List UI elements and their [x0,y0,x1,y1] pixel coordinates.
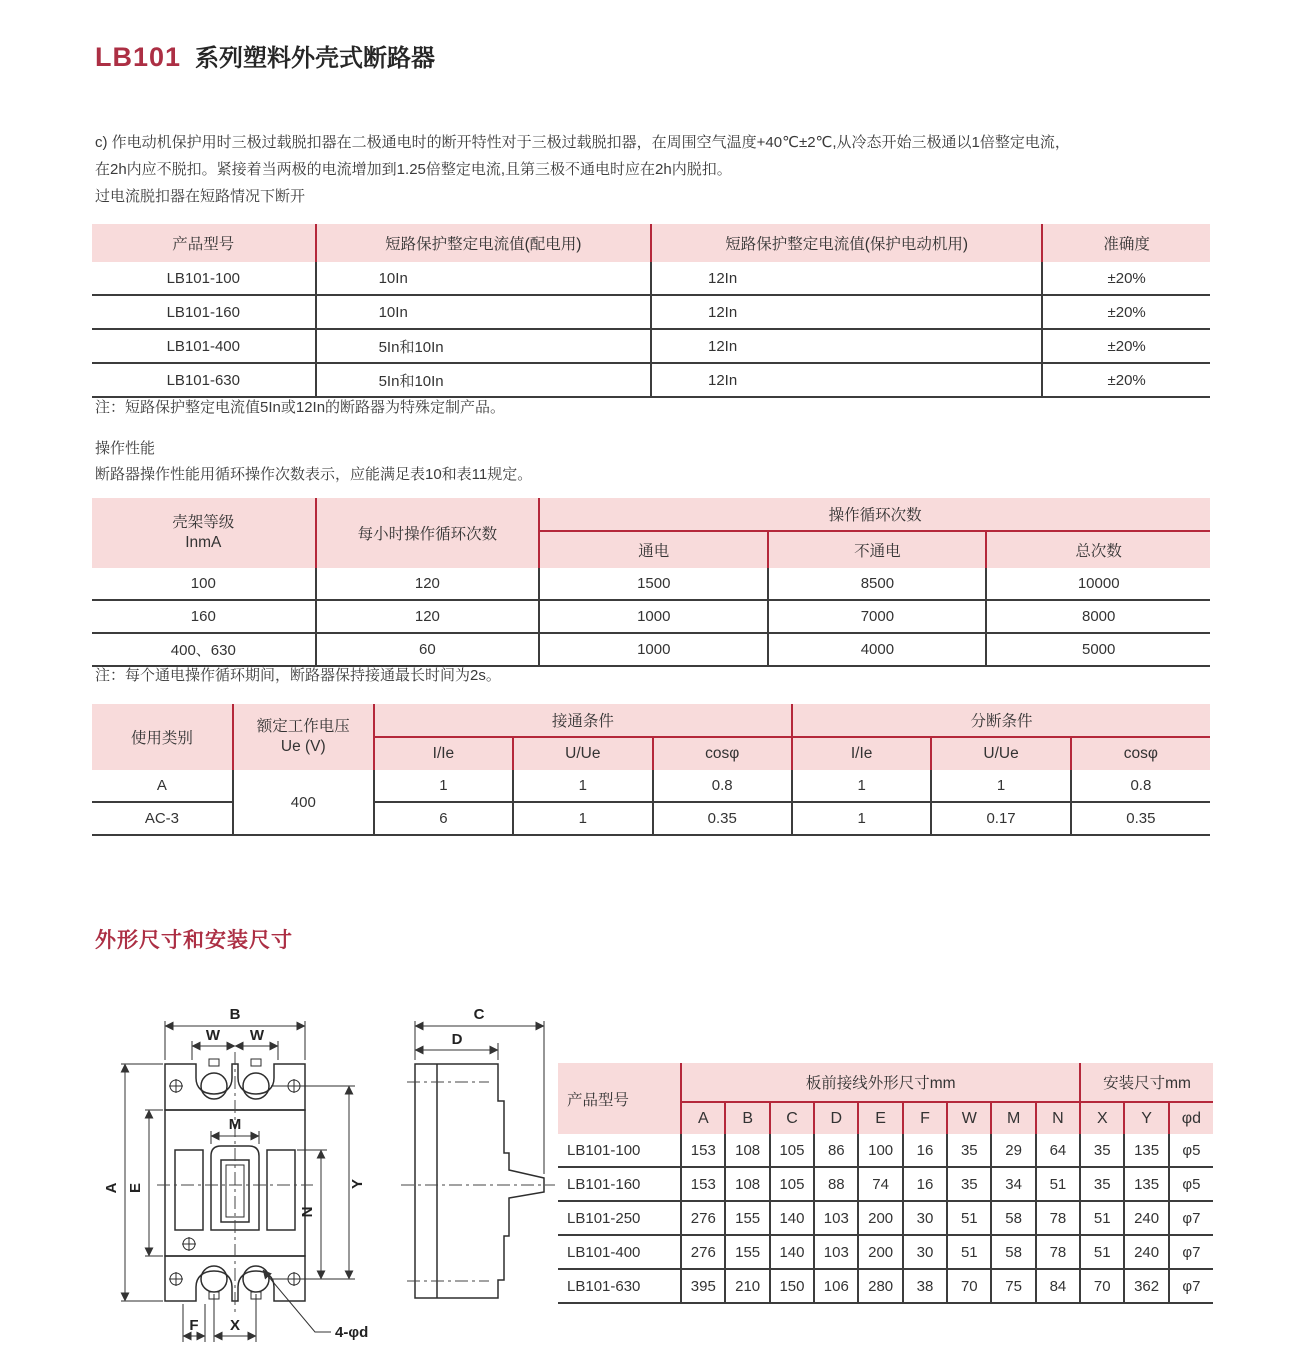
table-cell: 70 [947,1269,991,1303]
table-cell: 34 [991,1167,1035,1201]
column-group-header: 板前接线外形尺寸mm [681,1063,1080,1102]
table-cell: 1 [513,802,652,835]
table-cell: 105 [770,1134,814,1167]
table-cell: 140 [770,1235,814,1269]
column-header: U/Ue [931,737,1070,770]
table-cell: 12In [651,363,1042,397]
dim-label-d: D [451,1031,463,1048]
table-cell: 78 [1036,1201,1080,1235]
breaker-outline-drawing [85,998,575,1366]
table-cell: 1 [931,770,1070,802]
table-cell: 7000 [768,600,986,633]
table-cell: 75 [991,1269,1035,1303]
table-cell: 8000 [986,600,1210,633]
table-cell: 1000 [539,600,768,633]
table-cell: 1 [792,802,931,835]
table-header-row [92,224,1210,262]
column-header: 产品型号 [558,1063,681,1134]
table-cell: 0.8 [653,770,792,802]
table-cell: 35 [947,1167,991,1201]
column-group-header: 分断条件 [792,704,1210,737]
table-cell: 8500 [768,568,986,600]
front-view-drawing [103,1006,368,1342]
mounting-hole [201,1073,227,1099]
dim-label-y: Y [349,1178,366,1190]
table-cell: 30 [903,1201,947,1235]
table-cell: LB101-100 [166,269,240,287]
table-cell: 88 [814,1167,858,1201]
table-cell: 240 [1124,1235,1168,1269]
table-row [92,633,1210,666]
column-header: X [1080,1102,1124,1134]
dim-label-a: A [103,1182,120,1194]
table-cell: 160 [92,600,316,633]
table-cell: 5In和10In [316,329,651,363]
dimensions-section-title: 外形尺寸和安装尺寸 [95,929,293,952]
table-cell: 200 [858,1235,902,1269]
table-cell: 135 [1124,1134,1168,1167]
intro-line: 过电流脱扣器在短路情况下断开 [95,188,306,205]
table-cell: 210 [725,1269,769,1303]
table-cell: 78 [1036,1235,1080,1269]
column-header: D [814,1102,858,1134]
table-cell: 0.8 [1071,770,1210,802]
table-cell: 120 [316,568,540,600]
column-header: 短路保护整定电流值(配电用) [316,224,651,262]
table-cell: 51 [947,1235,991,1269]
table-cell: 400 [233,770,374,835]
operation-performance-block [95,436,532,488]
note-short-circuit: 注：短路保护整定电流值5In或12In的断路器为特殊定制产品。 [95,399,506,416]
mounting-hole [243,1073,269,1099]
table-cell: 106 [814,1269,858,1303]
column-header: E [858,1102,902,1134]
dimension-table [558,1063,1213,1304]
mounting-hole [243,1266,269,1292]
column-header: C [770,1102,814,1134]
table-cell: 86 [814,1134,858,1167]
table-cell: 120 [316,600,540,633]
column-header: U/Ue [513,737,652,770]
column-header: 短路保护整定电流值(保护电动机用) [651,224,1042,262]
table-cell: 70 [1080,1269,1124,1303]
table-cell: 0.35 [653,802,792,835]
table-cell: 1 [513,770,652,802]
table-cell: ±20% [1042,329,1210,363]
column-header: 总次数 [986,531,1210,568]
table-cell: 74 [858,1167,902,1201]
table-cell: 140 [770,1201,814,1235]
table-cell: ±20% [1042,363,1210,397]
column-header: 每小时操作循环次数 [316,498,540,568]
table-cell: 0.35 [1071,802,1210,835]
table-cell: 51 [947,1201,991,1235]
table-cell: 1 [792,770,931,802]
column-header: A [681,1102,725,1134]
table-cell: 35 [947,1134,991,1167]
table-row [92,568,1210,600]
table-cell: 51 [1036,1167,1080,1201]
table-row [558,1269,1213,1303]
table-row [92,600,1210,633]
table-cell: φ7 [1169,1235,1213,1269]
column-group-header: 安装尺寸mm [1080,1063,1213,1102]
table-cell: 0.17 [931,802,1070,835]
table-cell: 6 [374,802,513,835]
table-cell: 51 [1080,1201,1124,1235]
table-cell: φ7 [1169,1201,1213,1235]
mounting-hole [201,1266,227,1292]
dim-label-w: W [249,1027,265,1044]
table-cell: 12In [651,329,1042,363]
table-cell: LB101-630 [92,363,316,397]
dim-label-x: X [229,1317,241,1334]
table-cell: 153 [681,1167,725,1201]
table-row [92,329,1210,363]
table-cell: 105 [770,1167,814,1201]
table-cell: 16 [903,1134,947,1167]
table-cell: 5000 [986,633,1210,666]
table-cell: 100 [858,1134,902,1167]
table-cell: 4000 [768,633,986,666]
table-row [92,262,1210,295]
table-cell: 362 [1124,1269,1168,1303]
column-header: 不通电 [768,531,986,568]
column-header: Y [1124,1102,1168,1134]
table-cell: 100 [190,575,216,592]
dim-label-n: N [299,1206,316,1218]
short-circuit-protection-table [92,224,1210,398]
table-cell: 1000 [539,633,768,666]
table-cell: LB101-400 [558,1235,681,1269]
outline-drawing [85,998,575,1371]
table-cell: LB101-160 [558,1167,681,1201]
table-cell: 1 [374,770,513,802]
operation-performance-desc: 断路器操作性能用循环操作次数表示，应能满足表10和表11规定。 [95,466,533,483]
table-cell: 10In [316,295,651,329]
table-cell: 84 [1036,1269,1080,1303]
table-cell: LB101-250 [558,1201,681,1235]
column-header: 通电 [539,531,768,568]
product-series-code: LB101 [95,42,182,72]
table-cell: φ7 [1169,1269,1213,1303]
table-cell: ±20% [1042,295,1210,329]
table-cell: 51 [1080,1235,1124,1269]
intro-line: c) 作电动机保护用时三极过载脱扣器在二极通电时的断开特性对于三极过载脱扣器，在周围空气温度+40℃±2℃,从冷态开始三极通以1倍整定电流， [95,134,1070,151]
table-row [558,1235,1213,1269]
column-header: 使用类别 [92,704,233,770]
utilization-category-table [92,704,1210,836]
table-cell: 12In [651,262,1042,295]
table-cell: 58 [991,1201,1035,1235]
page-title-text: 系列塑料外壳式断路器 [195,45,436,72]
dim-label-m: M [228,1116,242,1133]
table-cell: 395 [681,1269,725,1303]
table-cell: 29 [991,1134,1035,1167]
table-header-row [92,498,1210,531]
table-cell: LB101-160 [92,295,316,329]
table-cell: 60 [316,633,540,666]
column-header: I/Ie [792,737,931,770]
table-cell: 400、630 [92,633,316,666]
column-header: 产品型号 [92,224,316,262]
column-header: N [1036,1102,1080,1134]
dim-label-c: C [473,1006,485,1023]
table-cell: 276 [681,1235,725,1269]
table-cell: AC-3 [92,802,233,835]
table-cell: 103 [814,1235,858,1269]
column-header: φd [1169,1102,1213,1134]
table-cell: φ5 [1169,1167,1213,1201]
table-row [92,770,1210,802]
column-header: B [725,1102,769,1134]
table-cell: 200 [858,1201,902,1235]
dim-label-e: E [127,1182,144,1194]
table-cell: 35 [1080,1167,1124,1201]
column-header: F [903,1102,947,1134]
column-header: cosφ [1071,737,1210,770]
table-cell: LB101-100 [567,1141,641,1159]
column-group-header: 操作循环次数 [539,498,1210,531]
dim-label-f: F [189,1317,199,1334]
table-cell: A [156,777,167,794]
column-header: 准确度 [1042,224,1210,262]
column-group-header: 接通条件 [374,704,792,737]
table-cell: 5In和10In [316,363,651,397]
table-cell: 150 [770,1269,814,1303]
column-header: W [947,1102,991,1134]
table-cell: 240 [1124,1201,1168,1235]
table-cell: 153 [681,1134,725,1167]
table-row [92,363,1210,397]
table-header-row [558,1063,1213,1102]
column-header: M [991,1102,1035,1134]
side-view-drawing [401,1006,555,1298]
table-cell: 30 [903,1235,947,1269]
intro-paragraph [95,129,1070,210]
table-cell: 10000 [986,568,1210,600]
table-cell: ±20% [1042,262,1210,295]
table-row [558,1167,1213,1201]
table-cell: 1500 [539,568,768,600]
column-header: 额定工作电压 Ue (V) [233,704,374,770]
table-cell: φ5 [1169,1134,1213,1167]
table-cell: 155 [725,1201,769,1235]
table-cell: 108 [725,1134,769,1167]
column-header: I/Ie [374,737,513,770]
table-cell: 12In [651,295,1042,329]
table-cell: 58 [991,1235,1035,1269]
table-cell: 276 [681,1201,725,1235]
note-operation-cycles: 注：每个通电操作循环期间，断路器保持接通最长时间为2s。 [95,667,501,684]
table-row [92,295,1210,329]
table-cell: 108 [725,1167,769,1201]
table-cell: 35 [1080,1134,1124,1167]
intro-line: 在2h内应不脱扣。紧接着当两极的电流增加到1.25倍整定电流,且第三极不通电时应在2h内脱扣。 [95,161,732,178]
table-cell: 135 [1124,1167,1168,1201]
table-cell: LB101-630 [558,1269,681,1303]
table-cell: 103 [814,1201,858,1235]
table-cell: 10In [316,262,651,295]
table-cell: 38 [903,1269,947,1303]
table-cell: LB101-400 [92,329,316,363]
dim-label-b: B [229,1006,241,1023]
column-header: cosφ [653,737,792,770]
column-header: 壳架等级 InmA [92,498,316,568]
dim-label-w: W [205,1027,221,1044]
table-row [558,1134,1213,1167]
operation-performance-heading: 操作性能 [95,440,156,457]
table-cell: 64 [1036,1134,1080,1167]
table-cell: 155 [725,1235,769,1269]
table-row [558,1201,1213,1235]
page-title [95,38,435,73]
table-cell: 280 [858,1269,902,1303]
operation-cycles-table [92,498,1210,667]
table-header-row [92,704,1210,737]
dim-label-holes: 4-φd [335,1324,369,1341]
table-cell: 16 [903,1167,947,1201]
